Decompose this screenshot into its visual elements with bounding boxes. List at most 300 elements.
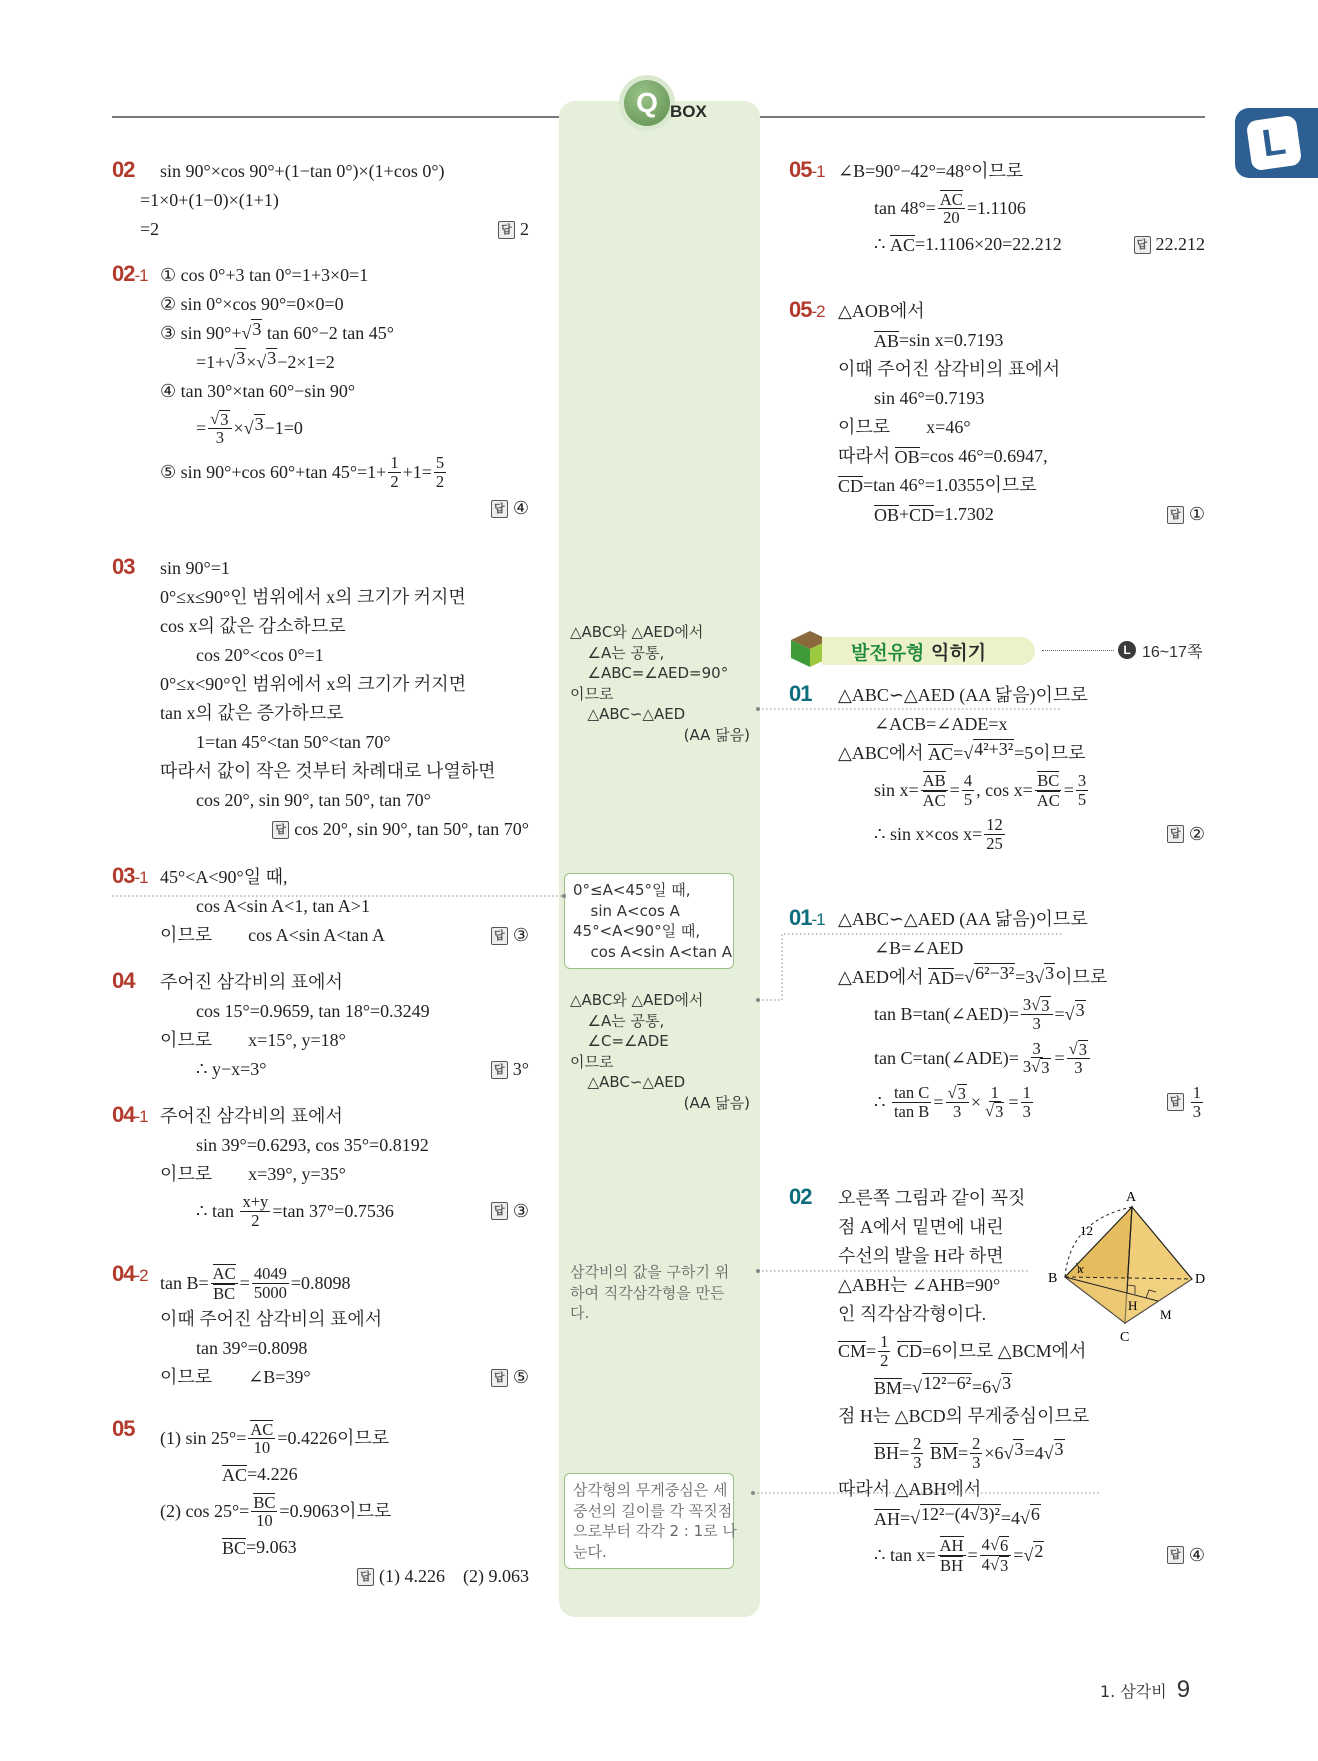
solution-line-content xyxy=(874,230,1062,259)
math-group xyxy=(210,409,229,428)
square-root xyxy=(990,1556,1009,1574)
math-text: =1.7302 xyxy=(934,504,994,524)
math-text: 이때 주어진 삼각비의 표에서 xyxy=(160,1309,383,1329)
solution-lines xyxy=(838,681,1205,856)
solution-line-content xyxy=(196,641,324,670)
math-text: ∠B=90°−42°=48°이므로 xyxy=(838,161,1024,181)
solution-line-content xyxy=(196,1334,307,1363)
figure-label-d: D xyxy=(1195,1272,1206,1287)
problem-number-sub: -1 xyxy=(134,868,148,887)
solution-line-content xyxy=(874,816,1007,852)
radicand: 3 xyxy=(995,1102,1004,1121)
math-text: =0.9063이므로 xyxy=(279,1500,392,1521)
solution-line-content xyxy=(874,934,963,963)
answer-icon: 답 xyxy=(1167,825,1184,843)
radicand: 3 xyxy=(1045,963,1055,983)
solution-line xyxy=(160,554,529,583)
fraction-denominator xyxy=(962,791,974,808)
math-text: ① cos 0°+3 tan 0°=1+3×0=1 xyxy=(160,265,369,285)
solution-line-content xyxy=(160,583,466,612)
math-text: 1 xyxy=(990,1082,999,1102)
solution-line-content xyxy=(838,963,1107,992)
overlined-segment: BC xyxy=(222,1537,247,1558)
math-text: = xyxy=(1013,1544,1024,1565)
fraction-numerator xyxy=(1021,1084,1033,1102)
fraction xyxy=(211,1264,238,1302)
q-box-note xyxy=(570,1262,750,1324)
overlined-segment: AC xyxy=(939,189,963,209)
solution-lines xyxy=(838,297,1205,529)
solution-line-content xyxy=(160,1493,391,1530)
problem-number-sub: -2 xyxy=(134,1266,148,1285)
figure-label-c: C xyxy=(1120,1330,1130,1345)
answer-icon: 답 xyxy=(491,500,508,518)
solution-line-content xyxy=(160,612,346,641)
math-text: =1.1106 xyxy=(966,197,1026,218)
radical-sign: √ xyxy=(256,352,267,372)
solution-line-content xyxy=(196,410,303,447)
fraction xyxy=(1021,1084,1033,1120)
math-text: tan B= xyxy=(160,1272,209,1293)
math-text: 점 A에서 밑면에 내린 xyxy=(838,1217,1004,1237)
fraction-denominator xyxy=(1072,1059,1084,1076)
fraction xyxy=(248,1420,275,1457)
math-text: 3 xyxy=(1192,1101,1201,1121)
q-box-note-line: 하여 직각삼각형을 만든 xyxy=(570,1283,725,1302)
solution-line xyxy=(160,583,529,612)
fraction xyxy=(1021,996,1053,1033)
math-text: 4 xyxy=(981,1535,990,1555)
radical-sign: √ xyxy=(1068,1038,1078,1058)
radicand: 3 xyxy=(254,413,264,434)
section-leader-dots xyxy=(1042,650,1114,651)
answer xyxy=(491,1189,529,1233)
radical-sign: √ xyxy=(1064,1003,1075,1024)
solution-line xyxy=(160,863,529,892)
solution-line xyxy=(160,1416,529,1460)
math-text: = xyxy=(957,1442,969,1463)
section-title-sub: 익히기 xyxy=(931,642,987,664)
solution-line xyxy=(838,1431,1205,1475)
top-rule-left xyxy=(112,116,559,118)
answer xyxy=(498,215,529,244)
section-title xyxy=(851,638,986,665)
square-root xyxy=(910,1504,1001,1533)
solution-line-content xyxy=(160,699,344,728)
math-text: =4.226 xyxy=(247,1464,298,1484)
problem-number xyxy=(112,1261,148,1290)
fraction-denominator xyxy=(984,835,1005,852)
figure-label-x: x xyxy=(1078,1261,1084,1276)
answer xyxy=(491,921,529,950)
solution-line xyxy=(838,413,1205,442)
fraction xyxy=(980,1536,1012,1574)
radical-sign: √ xyxy=(912,1377,923,1397)
q-box-note-line: 이므로 xyxy=(570,684,614,703)
radical-sign: √ xyxy=(985,1101,995,1120)
math-text: x+y xyxy=(242,1192,269,1212)
fraction xyxy=(1191,1084,1203,1120)
math-text: ×6 xyxy=(984,1442,1004,1463)
q-box-note-line: △ABC∽△AED xyxy=(578,705,686,723)
math-text: 2 xyxy=(251,1210,260,1230)
radical-sign: √ xyxy=(1043,1442,1054,1463)
math-text: cos A<sin A<1, tan A>1 xyxy=(196,896,370,916)
answer-icon: 답 xyxy=(1134,236,1151,254)
math-text: =2 xyxy=(140,219,160,239)
math-text: ⑤ xyxy=(512,1367,529,1387)
fraction xyxy=(1021,1040,1053,1077)
math-text: 2 xyxy=(435,471,445,491)
math-group xyxy=(213,1284,235,1303)
solution-line-content xyxy=(838,442,1048,471)
math-text: × xyxy=(970,1091,982,1112)
solution-line-content xyxy=(160,554,230,583)
solution-line xyxy=(160,641,529,670)
l-tab-icon: L xyxy=(1246,115,1302,171)
solution-line xyxy=(838,1373,1205,1402)
problem-number-sub: -1 xyxy=(811,910,825,929)
solution-line xyxy=(160,892,529,921)
math-group xyxy=(213,1264,236,1283)
solution-lines xyxy=(160,1416,529,1591)
solution-line-content xyxy=(196,1055,266,1084)
math-text: 1 xyxy=(390,453,399,473)
radical-sign: √ xyxy=(1034,967,1045,987)
solution-line-content xyxy=(838,1402,1089,1431)
square-root xyxy=(985,1102,1004,1120)
solution-line-content xyxy=(874,771,1090,809)
solution-line-content xyxy=(160,968,343,997)
solution-line xyxy=(838,992,1205,1036)
math-text: ∴ xyxy=(874,234,890,254)
l-book-icon: L xyxy=(1118,641,1136,659)
solution-line-content xyxy=(160,290,344,319)
overlined-segment: CD xyxy=(896,1341,922,1362)
solution-line-content xyxy=(874,326,1003,355)
solution-line-content xyxy=(838,739,1085,768)
math-text: tan 48°= xyxy=(874,197,936,218)
radical-sign: √ xyxy=(991,1377,1002,1397)
solution-line xyxy=(838,739,1205,768)
fraction-numerator xyxy=(938,1536,966,1555)
solution-lines xyxy=(160,968,529,1084)
q-box-note-line: cos A<sin A<tan A xyxy=(581,942,733,961)
tetrahedron-figure xyxy=(1040,1175,1220,1350)
solution-line-content xyxy=(160,1420,389,1457)
math-text: △AOB에서 xyxy=(838,301,925,321)
overlined-segment: AD xyxy=(928,967,955,988)
section-page-ref[interactable]: 16~17쪽 xyxy=(1142,644,1203,661)
solution-lines xyxy=(838,905,1205,1124)
math-text: ① xyxy=(1188,504,1205,524)
solution-line-content xyxy=(160,1363,311,1392)
fraction-numerator xyxy=(1191,1084,1203,1102)
math-group xyxy=(250,1420,273,1439)
q-box-note-line: 삼각비의 값을 구하기 위 xyxy=(570,1263,730,1281)
q-box-note-line: 45°<A<90°일 때, xyxy=(573,922,701,940)
fraction xyxy=(252,1265,289,1301)
math-group xyxy=(923,771,946,790)
top-rule-right xyxy=(760,116,1205,118)
overlined-segment: AC xyxy=(922,790,946,810)
math-text: sin 39°=0.6293, cos 35°=0.8192 xyxy=(196,1135,429,1155)
problem-number xyxy=(112,1416,134,1445)
solution-line xyxy=(838,326,1205,355)
math-group xyxy=(1037,791,1060,810)
solution-line-content xyxy=(160,1305,382,1334)
solution-line xyxy=(160,1562,529,1591)
solution-line-content xyxy=(160,1264,351,1302)
radicand: 3 xyxy=(220,409,229,429)
fraction-denominator xyxy=(1021,1103,1033,1120)
math-text: tan B xyxy=(893,1101,930,1121)
solution-line-content xyxy=(196,997,430,1026)
fraction-denominator xyxy=(1076,791,1088,808)
math-text: tan C=tan(∠ADE)= xyxy=(874,1047,1019,1068)
answer-icon: 답 xyxy=(1167,506,1184,524)
radical-sign: √ xyxy=(1023,1544,1034,1565)
math-text: ③ xyxy=(512,925,529,945)
fraction-denominator xyxy=(980,1556,1012,1574)
math-text: =9.063 xyxy=(246,1537,297,1557)
fraction-numerator xyxy=(938,190,965,209)
problem-number-sub: -2 xyxy=(811,302,825,321)
radical-sign: √ xyxy=(1031,1057,1041,1076)
square-root xyxy=(1044,1439,1065,1468)
fraction-denominator xyxy=(211,1284,237,1302)
figure-label-12: 12 xyxy=(1080,1223,1093,1238)
math-text: 따라서 값이 작은 것부터 차례대로 나열하면 xyxy=(160,761,496,781)
math-text: = xyxy=(954,967,965,987)
fraction-denominator xyxy=(249,1212,261,1229)
math-text: 주어진 삼각비의 표에서 xyxy=(160,1106,343,1126)
math-text: 2 xyxy=(972,1434,981,1454)
fraction-numerator xyxy=(1031,1040,1043,1058)
square-root xyxy=(990,1536,1009,1554)
math-text: △ABH는 ∠AHB=90° xyxy=(838,1275,1001,1295)
answer-icon: 답 xyxy=(357,1568,374,1586)
solution-line xyxy=(838,186,1205,230)
solution-line xyxy=(160,348,529,377)
math-text: 오른쪽 그림과 같이 꼭짓 xyxy=(838,1188,1026,1208)
fraction xyxy=(911,1435,923,1471)
math-text: cos 15°=0.9659, tan 18°=0.3249 xyxy=(196,1001,430,1021)
math-text: =1×0+(1−0)×(1+1) xyxy=(140,190,279,210)
q-box-note-line: 0°≤A<45°일 때, xyxy=(573,881,691,899)
math-text: 인 직각삼각형이다. xyxy=(838,1304,987,1324)
fraction xyxy=(962,772,974,808)
math-text: =6이므로 △BCM에서 xyxy=(921,1340,1087,1361)
problem-number-main: 05 xyxy=(789,297,812,322)
math-text: =4 xyxy=(1024,1442,1044,1463)
page-footer xyxy=(1100,1676,1190,1704)
solution-line-content xyxy=(874,1040,1092,1077)
solution-line-content xyxy=(874,1373,1012,1402)
solution-line xyxy=(838,230,1205,259)
answer-icon: 답 xyxy=(272,821,289,839)
fraction-denominator xyxy=(1021,1058,1053,1076)
math-text: +1= xyxy=(402,461,432,482)
solution-line-content xyxy=(874,500,994,529)
solution-line xyxy=(838,355,1205,384)
answer xyxy=(272,815,529,844)
square-root xyxy=(242,319,263,348)
problem-number-main: 02 xyxy=(789,1184,812,1209)
fraction-numerator xyxy=(251,1493,277,1512)
q-box-note-line: ∠ABC=∠AED=90° xyxy=(578,664,729,682)
solution-lines xyxy=(160,1261,529,1392)
math-text: 22.212 xyxy=(1155,234,1205,254)
solution-line xyxy=(160,1305,529,1334)
radicand: 3 xyxy=(1075,999,1085,1020)
math-group xyxy=(948,1083,967,1102)
problem-number-main: 05 xyxy=(789,157,812,182)
math-text: 45°<A<90°일 때, xyxy=(160,867,288,887)
solution-line-content xyxy=(874,1536,1044,1574)
problem-number xyxy=(112,863,148,892)
solution-line-content xyxy=(160,1160,346,1189)
fraction-numerator xyxy=(1021,996,1053,1015)
math-text: = xyxy=(239,1272,250,1293)
q-box-column xyxy=(559,101,760,1617)
answer-icon: 답 xyxy=(491,1202,508,1220)
math-text: ③ sin 90°+ xyxy=(160,323,242,343)
fraction-numerator xyxy=(911,1435,923,1453)
fraction-denominator xyxy=(1031,1015,1043,1032)
math-text: = xyxy=(899,1442,910,1463)
math-text: ④ xyxy=(1188,1544,1205,1565)
q-box-note-line: 다. xyxy=(570,1304,590,1322)
answer-icon: 답 xyxy=(491,1061,508,1079)
math-text: cos x의 값은 감소하므로 xyxy=(160,616,346,636)
solution-lines xyxy=(160,261,529,523)
math-text: tan 60°−2 tan 45° xyxy=(262,323,394,343)
section-title-main: 발전유형 xyxy=(851,642,925,664)
solution-line xyxy=(160,968,529,997)
math-text: = xyxy=(1054,1003,1065,1024)
solution-line xyxy=(838,500,1205,529)
math-text: 1=tan 45°<tan 50°<tan 70° xyxy=(196,732,391,752)
overlined-segment: AC xyxy=(250,1419,274,1439)
fraction-numerator xyxy=(970,1435,982,1453)
math-text: + xyxy=(899,504,910,524)
math-text: △AED에서 xyxy=(838,967,929,987)
math-text: =tan 46°=1.0355이므로 xyxy=(863,475,1037,495)
math-text: =sin x=0.7193 xyxy=(899,330,1004,350)
square-root xyxy=(210,410,229,428)
solution-lines xyxy=(838,157,1205,259)
math-text: 10 xyxy=(256,1511,273,1530)
answer xyxy=(357,1562,529,1591)
overlined-segment: AC xyxy=(1036,790,1060,810)
fraction xyxy=(1067,1040,1090,1077)
solution-line xyxy=(160,1489,529,1533)
radicand: 3 xyxy=(1014,1438,1024,1459)
answer xyxy=(1167,812,1205,856)
fraction xyxy=(208,410,231,447)
solution-lines xyxy=(160,1102,529,1233)
fraction-denominator xyxy=(254,1512,275,1529)
solution-line-content xyxy=(140,215,159,244)
solution-line xyxy=(838,812,1205,856)
square-root xyxy=(1023,1541,1044,1570)
overlined-segment: BC xyxy=(1037,771,1060,791)
math-text: △ABC에서 xyxy=(838,743,929,763)
problem-number-main: 05 xyxy=(112,1416,135,1441)
math-text: (1) 4.226 (2) 9.063 xyxy=(379,1566,529,1586)
fraction xyxy=(970,1435,982,1471)
overlined-segment: AC xyxy=(222,1464,248,1485)
square-root xyxy=(244,414,265,443)
solution-line-content xyxy=(838,471,1037,500)
overlined-segment: BC xyxy=(213,1283,236,1303)
problem-number xyxy=(789,297,825,326)
fraction-denominator xyxy=(214,429,226,446)
math-text: × xyxy=(233,417,244,438)
solution-line xyxy=(160,921,529,950)
radical-sign: √ xyxy=(1020,1508,1030,1528)
math-text: tan 39°=0.8098 xyxy=(196,1338,308,1358)
problem-number-sub: -1 xyxy=(811,162,825,181)
solution-line-content xyxy=(160,377,355,406)
answer-icon: 답 xyxy=(491,927,508,945)
math-text: ④ xyxy=(512,498,529,518)
math-text: △ABC∽△AED (AA 닮음)이므로 xyxy=(838,685,1088,705)
radical-sign: √ xyxy=(241,323,252,343)
figure-label-h: H xyxy=(1128,1298,1138,1313)
chapter-tab[interactable] xyxy=(1235,108,1318,178)
solution-line xyxy=(160,728,529,757)
solution-line-content xyxy=(838,297,925,326)
q-box-note xyxy=(564,1473,737,1569)
math-group xyxy=(940,1536,964,1555)
fraction-numerator xyxy=(962,772,974,790)
solution-line xyxy=(160,670,529,699)
solution-line xyxy=(838,471,1205,500)
math-text: (2) cos 25°= xyxy=(160,1500,250,1521)
solution-line-content xyxy=(160,1026,346,1055)
math-text: 3 xyxy=(1032,1014,1041,1033)
q-box-note xyxy=(570,622,750,745)
math-text: 5 xyxy=(963,789,973,809)
problem-number-main: 02 xyxy=(112,261,135,286)
fraction-numerator xyxy=(892,1084,931,1102)
fraction-denominator xyxy=(911,1454,923,1471)
fraction xyxy=(983,1084,1006,1121)
solution-line-content xyxy=(838,905,1088,934)
radicand: 12²−6² xyxy=(923,1373,972,1393)
q-box-logo-icon: Q xyxy=(624,80,670,126)
math-group xyxy=(1069,1039,1088,1058)
solution-line-content xyxy=(838,1300,986,1329)
solution-line-content xyxy=(160,921,385,950)
q-box-note xyxy=(570,990,750,1113)
math-group xyxy=(1023,995,1051,1014)
math-text: 12 xyxy=(986,815,1003,835)
answer xyxy=(1167,1533,1205,1577)
answer-icon: 답 xyxy=(498,221,515,239)
solution-line xyxy=(838,442,1205,471)
fraction xyxy=(878,1333,890,1369)
problem-number xyxy=(789,681,811,710)
solution-line-content xyxy=(160,454,448,490)
math-text: 3 xyxy=(1032,1038,1041,1058)
square-root xyxy=(1031,996,1050,1014)
math-text: 2 xyxy=(913,1434,922,1454)
fraction-denominator xyxy=(921,791,948,809)
solution-line xyxy=(140,186,529,215)
